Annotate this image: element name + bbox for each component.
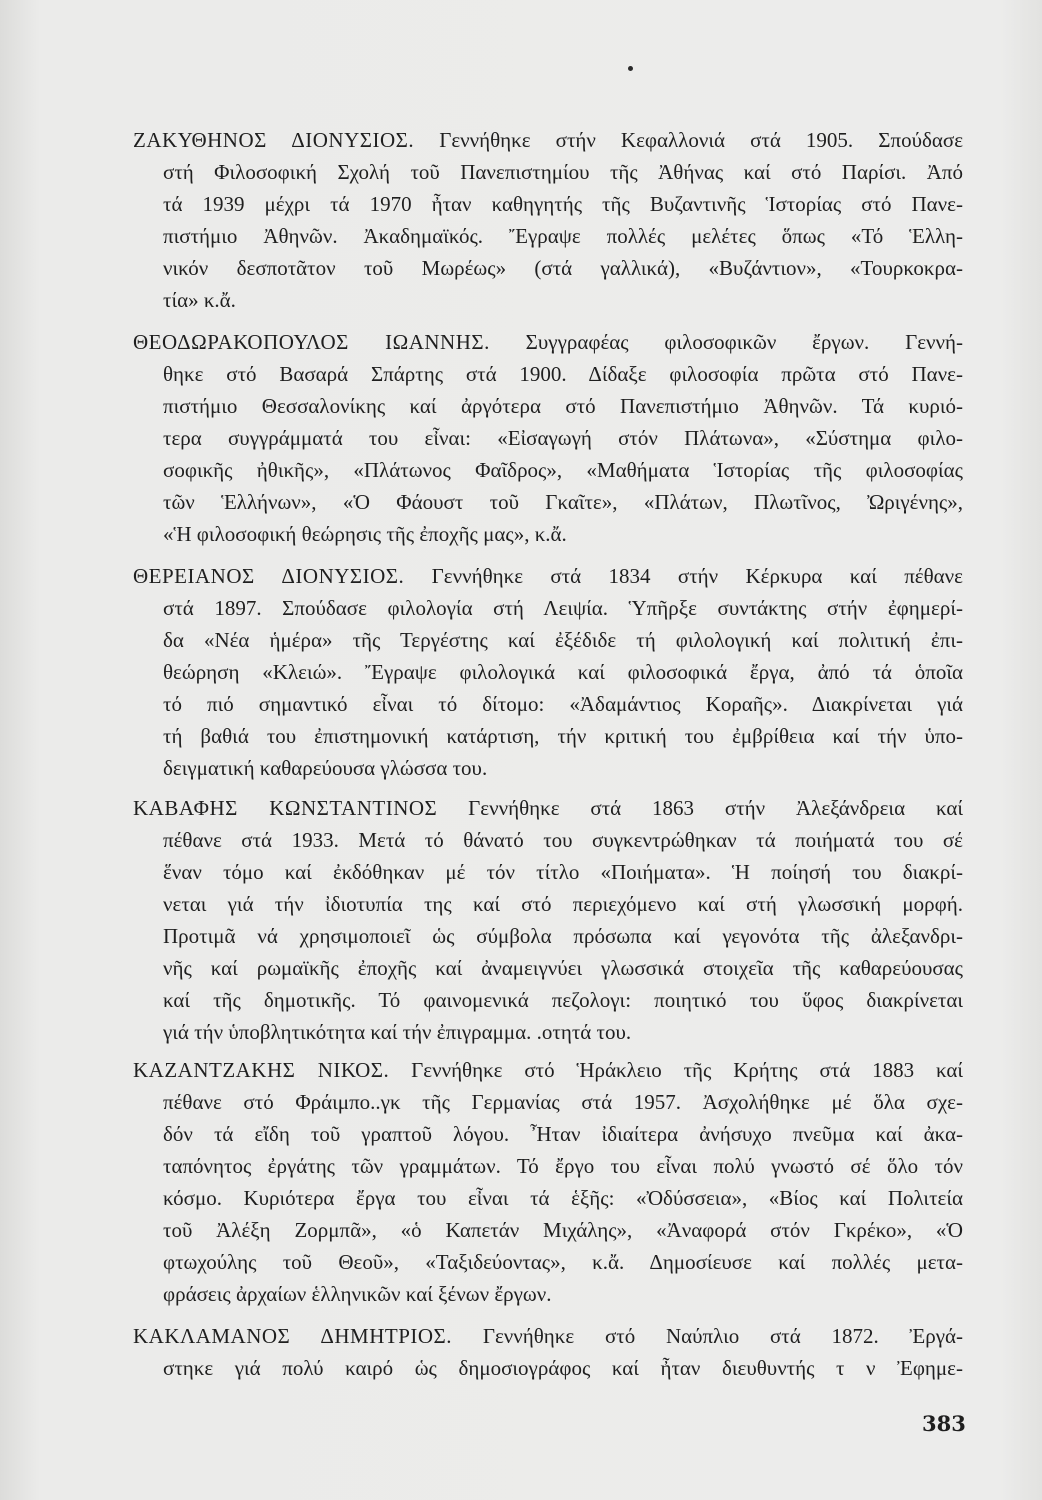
entry-text-line: φράσεις ἀρχαίων ἑλληνικῶν καί ξένων ἔργων. <box>163 1282 552 1306</box>
entry-text-line: τερα συγγράμματά του εἶναι: «Εἰσαγωγή στόν Πλάτωνα», «Σύστημα φιλο- <box>163 426 963 450</box>
entry-text-line: δα «Νέα ἡμέρα» τῆς Τεργέστης καί ἐξέδιδε τή φιλολογική καί πολιτική ἐπι- <box>163 628 963 652</box>
entry-text-line: δόν τά εἴδη τοῦ γραπτοῦ λόγου. Ἦταν ἰδιαίτερα ἀνήσυχο πνεῦμα καί ἀκα- <box>163 1122 963 1146</box>
entry-name: ΘΕΡΕΙΑΝΟΣ ΔΙΟΝΥΣΙΟΣ. <box>133 564 405 588</box>
entry-text-line: Προτιμᾶ νά χρησιμοποιεῖ ὡς σύμβολα πρόσωπα καί γεγονότα τῆς ἀλεξανδρι- <box>163 924 963 948</box>
entry-text-line: στή Φιλοσοφική Σχολή τοῦ Πανεπιστημίου τῆς Ἀθήνας καί στό Παρίσι. Ἀπό <box>163 160 963 184</box>
entry-text-line: τό πιό σημαντικό εἶναι τό δίτομο: «Ἀδαμάντιος Κοραῆς». Διακρίνεται γιά <box>163 692 963 716</box>
entry-name: ΖΑΚΥΘΗΝΟΣ ΔΙΟΝΥΣΙΟΣ. <box>133 128 415 152</box>
entry-text-line: Γεννήθηκε στήν Κεφαλλονιά στά 1905. Σπούδασε <box>439 128 963 152</box>
entry-text-line: τά 1939 μέχρι τά 1970 ἦταν καθηγητής τῆς Βυζαντινῆς Ἱστορίας στό Πανε- <box>163 192 963 216</box>
entry-first-line <box>133 1054 963 1086</box>
entry-text-line: πέθανε στά 1933. Μετά τό θάνατό του συγκεντρώθηκαν τά ποιήματά του σέ <box>163 828 963 852</box>
entry-kazantzakis <box>133 1054 963 1310</box>
entry-text-line: Γεννήθηκε στά 1834 στήν Κέρκυρα καί πέθανε <box>431 564 963 588</box>
entry-kaklamanos <box>133 1320 963 1384</box>
entry-text-line: πέθανε στό Φράιμπο..γκ τῆς Γερμανίας στά 1957. Ἀσχολήθηκε μέ ὅλα σχε- <box>163 1090 963 1114</box>
entry-first-line <box>133 124 963 156</box>
entry-text-line: ταπόνητος ἐργάτης τῶν γραμμάτων. Τό ἔργο του εἶναι πολύ γνωστό σέ ὅλο τόν <box>163 1154 963 1178</box>
ink-speck <box>628 66 633 71</box>
entry-theodorakopoulos <box>133 326 963 550</box>
entry-text-line: ἕναν τόμο καί ἐκδόθηκαν μέ τόν τίτλο «Ποιήματα». Ἡ ποίησή του διακρί- <box>163 860 963 884</box>
entry-text-line: νῆς καί ρωμαϊκῆς ἐποχῆς καί ἀναμειγνύει γλωσσικά στοιχεῖα τῆς καθαρεύουσας <box>163 956 963 980</box>
entry-text-line: τία» κ.ἄ. <box>163 288 236 312</box>
entry-text-line: τῶν Ἑλλήνων», «Ὁ Φάουστ τοῦ Γκαῖτε», «Πλάτων, Πλωτῖνος, Ὠριγένης», <box>163 490 963 514</box>
entry-first-line <box>133 560 963 592</box>
entry-text-line: στηκε γιά πολύ καιρό ὡς δημοσιογράφος καί ἦταν διευθυντής τ ν Ἐφημε- <box>163 1356 963 1380</box>
entry-text-line: «Ἡ φιλοσοφική θεώρησις τῆς ἐποχῆς μας», κ.ἄ. <box>163 522 567 546</box>
entry-text-line: θεώρηση «Κλειώ». Ἔγραψε φιλολογικά καί φιλοσοφικά ἔργα, ἀπό τά ὁποῖα <box>163 660 963 684</box>
entry-name: ΚΑΒΑΦΗΣ ΚΩΝΣΤΑΝΤΙΝΟΣ <box>133 796 438 820</box>
entry-name: ΘΕΟΔΩΡΑΚΟΠΟΥΛΟΣ ΙΩΑΝΝΗΣ. <box>133 330 490 354</box>
entry-text-line: στά 1897. Σπούδασε φιλολογία στή Λειψία. Ὑπῆρξε συντάκτης στήν ἐφημερί- <box>163 596 963 620</box>
entry-text-line: τοῦ Ἀλέξη Ζορμπᾶ», «ὁ Καπετάν Μιχάλης», «Ἀναφορά στόν Γκρέκο», «Ὁ <box>163 1218 963 1242</box>
entry-kavafis <box>133 792 963 1048</box>
entry-text-line: καί τῆς δημοτικῆς. Τό φαινομενικά πεζολογι: ποιητικό του ὕφος διακρίνεται <box>163 988 963 1012</box>
entry-first-line <box>133 326 963 358</box>
entry-text-line: τή βαθιά του ἐπιστημονική κατάρτιση, τήν κριτική του ἐμβρίθεια καί τήν ὑπο- <box>163 724 963 748</box>
entry-first-line <box>133 792 963 824</box>
entry-text-line: νεται γιά τήν ἰδιοτυπία της καί στό περιεχόμενο καί στή γλωσσική μορφή. <box>163 892 963 916</box>
entry-text-line: γιά τήν ὑποβλητικότητα καί τήν ἐπιγραμμα. .οτητά του. <box>163 1020 632 1044</box>
entry-name: ΚΑΖΑΝΤΖΑΚΗΣ ΝΙΚΟΣ. <box>133 1058 390 1082</box>
entry-text-line: πιστήμιο Ἀθηνῶν. Ἀκαδημαϊκός. Ἔγραψε πολλές μελέτες ὅπως «Τό Ἑλλη- <box>163 224 963 248</box>
entry-name: ΚΑΚΛΑΜΑΝΟΣ ΔΗΜΗΤΡΙΟΣ. <box>133 1324 453 1348</box>
entry-zakythinos <box>133 124 963 316</box>
entry-text-line: φτωχούλης τοῦ Θεοῦ», «Ταξιδεύοντας», κ.ἄ. Δημοσίευσε καί πολλές μετα- <box>163 1250 963 1274</box>
entry-thereianos <box>133 560 963 784</box>
entry-text-line: νικόν δεσποτᾶτον τοῦ Μωρέως» (στά γαλλικά), «Βυζάντιον», «Τουρκοκρα- <box>163 256 963 280</box>
page-number: 383 <box>922 1411 966 1436</box>
entry-text-line: Γεννήθηκε στά 1863 στήν Ἀλεξάνδρεια καί <box>468 796 963 820</box>
entry-text-line: Γεννήθηκε στό Ἡράκλειο τῆς Κρήτης στά 1883 καί <box>411 1058 963 1082</box>
entry-text-line: κόσμο. Κυριότερα ἔργα του εἶναι τά ἑξῆς: «Ὀδύσσεια», «Βίος καί Πολιτεία <box>163 1186 963 1210</box>
entry-text-line: Συγγραφέας φιλοσοφικῶν ἔργων. Γεννή- <box>525 330 963 354</box>
entry-text-line: δειγματική καθαρεύουσα γλώσσα του. <box>163 756 488 780</box>
entry-first-line <box>133 1320 963 1352</box>
entry-text-line: Γεννήθηκε στό Ναύπλιο στά 1872. Ἐργά- <box>482 1324 963 1348</box>
entry-text-line: πιστήμιο Θεσσαλονίκης καί ἀργότερα στό Πανεπιστήμιο Ἀθηνῶν. Τά κυριό- <box>163 394 963 418</box>
entry-text-line: σοφικῆς ἠθικῆς», «Πλάτωνος Φαῖδρος», «Μαθήματα Ἱστορίας τῆς φιλοσοφίας <box>163 458 963 482</box>
entry-text-line: θηκε στό Βασαρά Σπάρτης στά 1900. Δίδαξε φιλοσοφία πρῶτα στό Πανε- <box>163 362 963 386</box>
